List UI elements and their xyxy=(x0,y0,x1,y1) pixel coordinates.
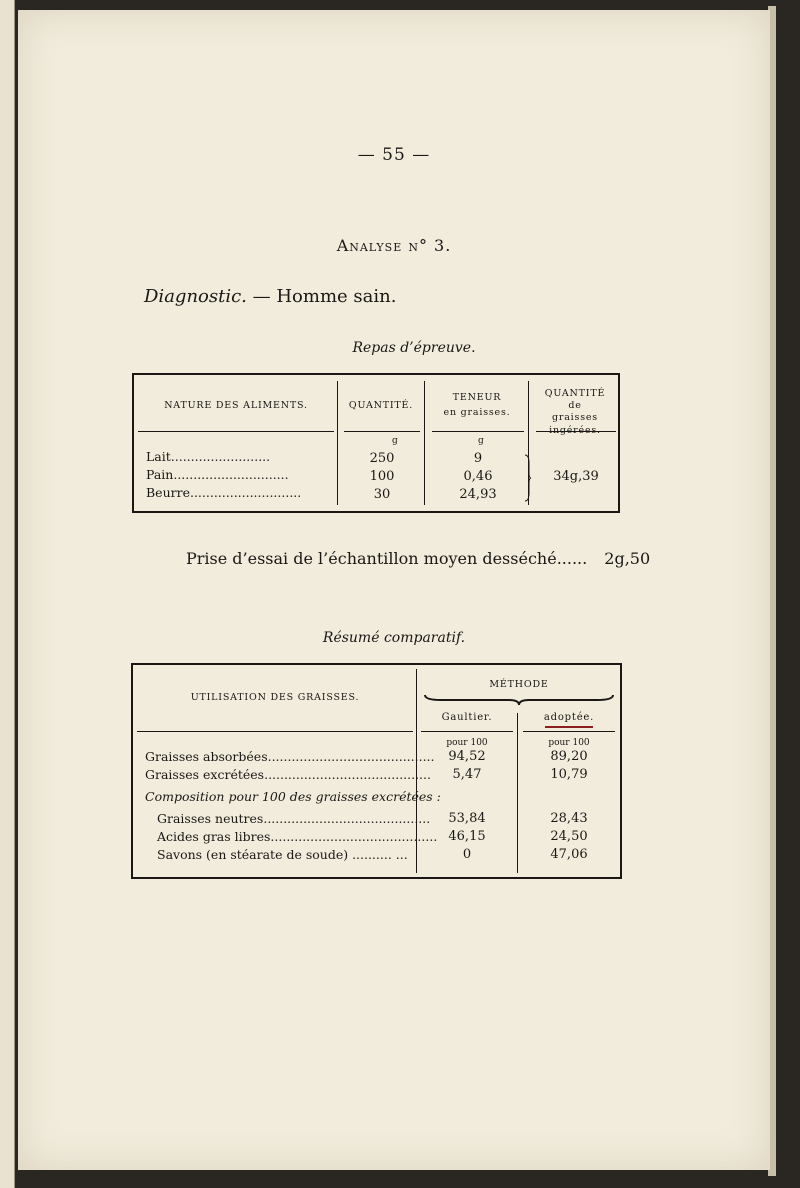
gaultier-value: 5,47 xyxy=(452,767,482,782)
prise-essai-value: 2g,50 xyxy=(604,549,651,568)
header-graisses-ingerees: graisses ingérées. xyxy=(549,412,601,436)
page-number: — 55 — xyxy=(357,145,431,165)
diagnostic-label: Diagnostic. xyxy=(144,286,247,307)
adoptee-value: 10,79 xyxy=(550,767,588,782)
quantite-value: 100 xyxy=(369,469,395,484)
teneur-value: 24,93 xyxy=(459,487,497,502)
horizontal-brace-icon xyxy=(421,693,617,707)
diagnostic-line xyxy=(144,286,396,307)
section-title-resume: Résumé comparatif. xyxy=(322,630,466,646)
table-row: Graisses excrétées.......................................... xyxy=(145,767,431,782)
repas-table xyxy=(132,373,620,513)
composition-label: Composition pour 100 des graisses excrétées : xyxy=(145,789,441,804)
adoptee-value: 28,43 xyxy=(550,811,588,826)
column-divider xyxy=(337,381,338,505)
header-gaultier: Gaultier. xyxy=(441,712,493,723)
row-label: Graisses neutres xyxy=(157,811,264,826)
aliment-name: Beurre xyxy=(146,485,190,500)
header-rule xyxy=(421,731,513,732)
adoptee-value: 47,06 xyxy=(550,847,588,862)
header-adoptee: adoptée. xyxy=(543,712,595,723)
header-teneur-sub: en graisses. xyxy=(443,407,511,418)
section-title-repas: Repas d’épreuve. xyxy=(352,340,476,356)
header-rule xyxy=(523,731,615,732)
aliment-name: Lait xyxy=(146,449,171,464)
header-rule xyxy=(138,431,334,432)
header-quantite-de: de xyxy=(568,400,582,411)
header-rule xyxy=(137,731,413,732)
teneur-value: 0,46 xyxy=(463,469,493,484)
header-rule xyxy=(344,431,420,432)
table-row: Graisses absorbées.......................................... xyxy=(145,749,435,764)
table-row: Graisses neutres.......................................... xyxy=(157,811,431,826)
row-label: Graisses absorbées xyxy=(145,749,268,764)
adoptee-value: 24,50 xyxy=(550,829,588,844)
header-rule xyxy=(432,431,524,432)
aliment-name: Pain xyxy=(146,467,174,482)
row-label: Acides gras libres xyxy=(157,829,271,844)
gaultier-value: 53,84 xyxy=(448,811,486,826)
table-row: Acides gras libres.......................................... xyxy=(157,829,438,844)
header-quantite: QUANTITÉ. xyxy=(348,400,414,411)
row-label: Savons (en stéarate de soude) xyxy=(157,847,349,862)
gaultier-value: 0 xyxy=(462,847,472,862)
analysis-title: Analyse n° 3. xyxy=(336,236,452,255)
adoptee-underline xyxy=(545,726,593,728)
teneur-value: 9 xyxy=(473,451,483,466)
quantite-value: 250 xyxy=(369,451,395,466)
prise-essai-text: Prise d’essai de l’échantillon moyen desséché xyxy=(186,549,557,568)
total-graisses-ingerees: 34g,39 xyxy=(553,469,599,484)
header-methode: MÉTHODE xyxy=(489,679,549,690)
table-row: Pain............................. xyxy=(146,467,289,482)
prise-essai-line: Prise d’essai de l’échantillon moyen desséché...... 2g,50 xyxy=(186,549,651,568)
diagnostic-text: — Homme sain. xyxy=(252,286,397,307)
previous-page-edge xyxy=(0,0,15,1188)
gaultier-value: 46,15 xyxy=(448,829,486,844)
header-utilisation: UTILISATION DES GRAISSES. xyxy=(190,692,360,703)
column-divider xyxy=(424,381,425,505)
row-label: Graisses excrétées xyxy=(145,767,265,782)
gaultier-value: 94,52 xyxy=(448,749,486,764)
brace-icon xyxy=(522,453,532,503)
unit-label: pour 100 xyxy=(446,738,488,748)
adoptee-value: 89,20 xyxy=(550,749,588,764)
header-teneur: TENEUR xyxy=(452,392,502,403)
table-row: Beurre............................ xyxy=(146,485,302,500)
resume-table xyxy=(131,663,622,879)
book-page xyxy=(18,10,770,1170)
quantite-value: 30 xyxy=(373,487,391,502)
unit-mark: g xyxy=(478,436,484,446)
table-row: Savons (en stéarate de soude) .......... ... xyxy=(157,847,408,862)
column-divider xyxy=(517,713,518,873)
header-quantite-ingeree: QUANTITÉ xyxy=(544,388,606,399)
header-nature: NATURE DES ALIMENTS. xyxy=(164,400,308,411)
unit-mark: g xyxy=(392,436,398,446)
unit-label: pour 100 xyxy=(548,738,590,748)
table-row: Lait......................... xyxy=(146,449,271,464)
